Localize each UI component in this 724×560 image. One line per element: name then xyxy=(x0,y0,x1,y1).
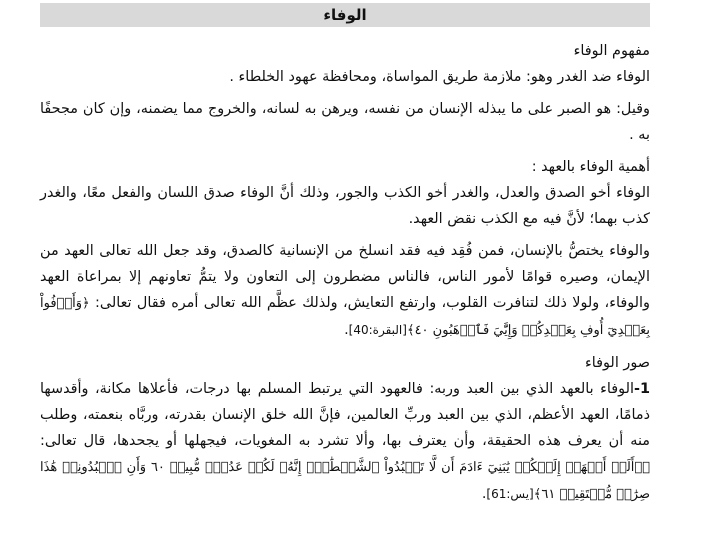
forms-paragraph-1-end: . xyxy=(481,486,487,502)
forms-item-number: 1- xyxy=(634,381,650,397)
verse-reference-baqarah: [البقرة:40] xyxy=(348,323,407,337)
verse-reference-yasin: [يس:61] xyxy=(486,487,534,501)
page-title-bar xyxy=(40,3,650,27)
importance-paragraph-2-text: والوفاء يختصُّ بالإنسان، فمن فُقِد فيه فقد انسلخ من الإنسانية كالصدق، وقد جعل الله تعالى العهد من الإيمان، وصيره قوامًا لأمور الناس، فالناس مضطرون إلى التعاون ولا يتمُّ تعاونهم إلا بمراعاة العهد والوفاء، ولولا ذلك لتنافرت القلوب، وارتفع التعايش، ولذلك عظَّم الله تعالى أمره فقال تعالى: xyxy=(40,243,650,311)
page-title: الوفاء xyxy=(323,6,367,24)
document-body xyxy=(40,38,650,514)
importance-paragraph-2-end: . xyxy=(344,322,349,338)
importance-paragraph-1: الوفاء أخو الصدق والعدل، والغدر أخو الكذب والجور، وذلك أنَّ الوفاء صدق اللسان والفعل معًا، والغدر كذب بهما؛ لأنَّ فيه مع الكذب نقض العهد. xyxy=(40,185,650,227)
forms-paragraph-1 xyxy=(40,376,650,508)
importance-paragraph-2 xyxy=(40,238,650,344)
importance-heading: أهمية الوفاء بالعهد : xyxy=(531,159,650,175)
forms-paragraph-1-text: الوفاء بالعهد الذي بين العبد وربه: فالعهود التي يرتبط المسلم بها درجات، فأعلاها مكانة، وأقدسها ذمامًا، العهد الأعظم، الذي بين العبد وربِّ العالمين، فإنَّ الله خلق الإنسان بقدرته، وربَّاه بنعمته، وطلب منه أن يعرف هذه الحقيقة، وأن يعترف بها، وألا تشرد به المغويات، فيجهلها أو يجحدها، قال تعالى: xyxy=(40,381,650,449)
quran-verse-baqarah: ﴿وَأَوۡفُواْ بِعَهۡدِيٓ أُوفِ بِعَهۡدِكُمۡ وَإِيَّٰيَ فَٱرۡهَبُونِ ٤٠﴾ xyxy=(40,296,650,338)
quran-verse-yasin: ﴿۞أَلَمۡ أَعۡهَدۡ إِلَيۡكُمۡ يَٰبَنِيٓ ءَادَمَ أَن لَّا تَعۡبُدُواْ ٱلشَّيۡطَٰنَۖ إِنَّهُۥ لَكُمۡ عَدُوّٞ مُّبِينٞ ٦٠ وَأَنِ ٱعۡبُدُونِيۚ هَٰذَا صِرَٰطٞ مُّسۡتَقِيمٞ ٦١﴾ xyxy=(40,460,650,502)
concept-heading: مفهوم الوفاء xyxy=(573,43,650,59)
forms-heading: صور الوفاء xyxy=(584,355,650,371)
concept-paragraph-2: وقيل: هو الصبر على ما يبذله الإنسان من نفسه، ويرهن به لسانه، والخروج مما يضمنه، وإن كان مجحفًا به . xyxy=(40,101,650,143)
concept-paragraph-1: الوفاء ضد الغدر وهو: ملازمة طريق المواساة، ومحافظة عهود الخلطاء . xyxy=(229,69,650,85)
